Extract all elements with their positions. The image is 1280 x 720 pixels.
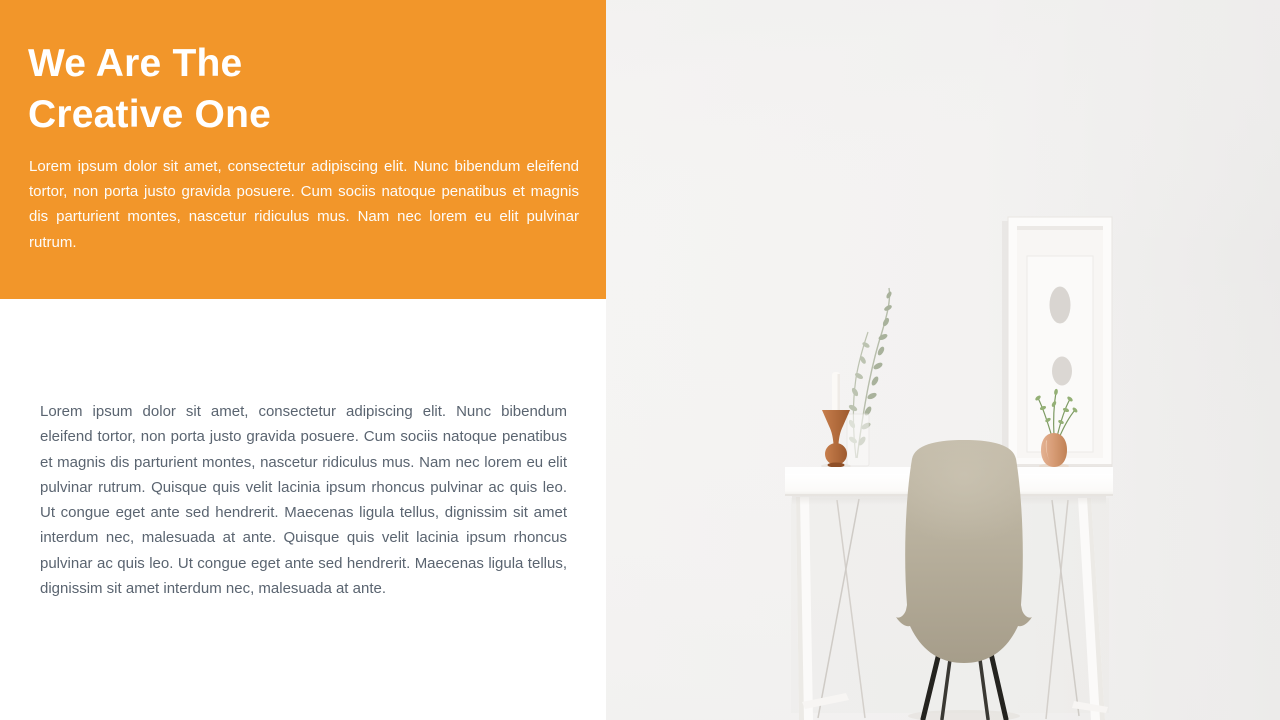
accent-header-panel bbox=[0, 0, 606, 299]
frame-print-oval-top bbox=[1050, 287, 1071, 324]
body-paragraph: Lorem ipsum dolor sit amet, consectetur adipiscing elit. Nunc bibendum eleifend tortor, non porta justo gravida posuere. Cum sociis natoque penatibus et magnis dis parturient montes, nascetur ridiculus mus. Nam nec lorem eu elit pulvinar rutrum. Quisque quis velit lacinia ipsum rhoncus pulvinar ac quis leo. Ut congue eget ante sed hendrerit. Maecenas ligula tellus, dignissim sit amet interdum nec, malesuada at ante. Quisque quis velit lacinia ipsum rhoncus pulvinar ac quis leo. Ut congue eget ante sed hendrerit. Maecenas ligula tellus, dignissim sit amet interdum nec, malesuada at ante. bbox=[40, 403, 567, 598]
frame-print-oval-bottom bbox=[1052, 357, 1072, 386]
picture-frame bbox=[1002, 217, 1112, 468]
page-title-line-1: We Are The bbox=[28, 42, 243, 85]
page-title bbox=[28, 38, 588, 140]
workspace-photo bbox=[606, 0, 1280, 720]
glass-vase bbox=[847, 414, 869, 466]
page-title-line-2: Creative One bbox=[28, 93, 272, 136]
intro-paragraph: Lorem ipsum dolor sit amet, consectetur adipiscing elit. Nunc bibendum eleifend tortor, non porta justo gravida posuere. Cum sociis natoque penatibus et magnis dis parturient montes, nascetur ridiculus mus. Nam nec lorem eu elit pulvinar rutrum. bbox=[29, 158, 579, 251]
